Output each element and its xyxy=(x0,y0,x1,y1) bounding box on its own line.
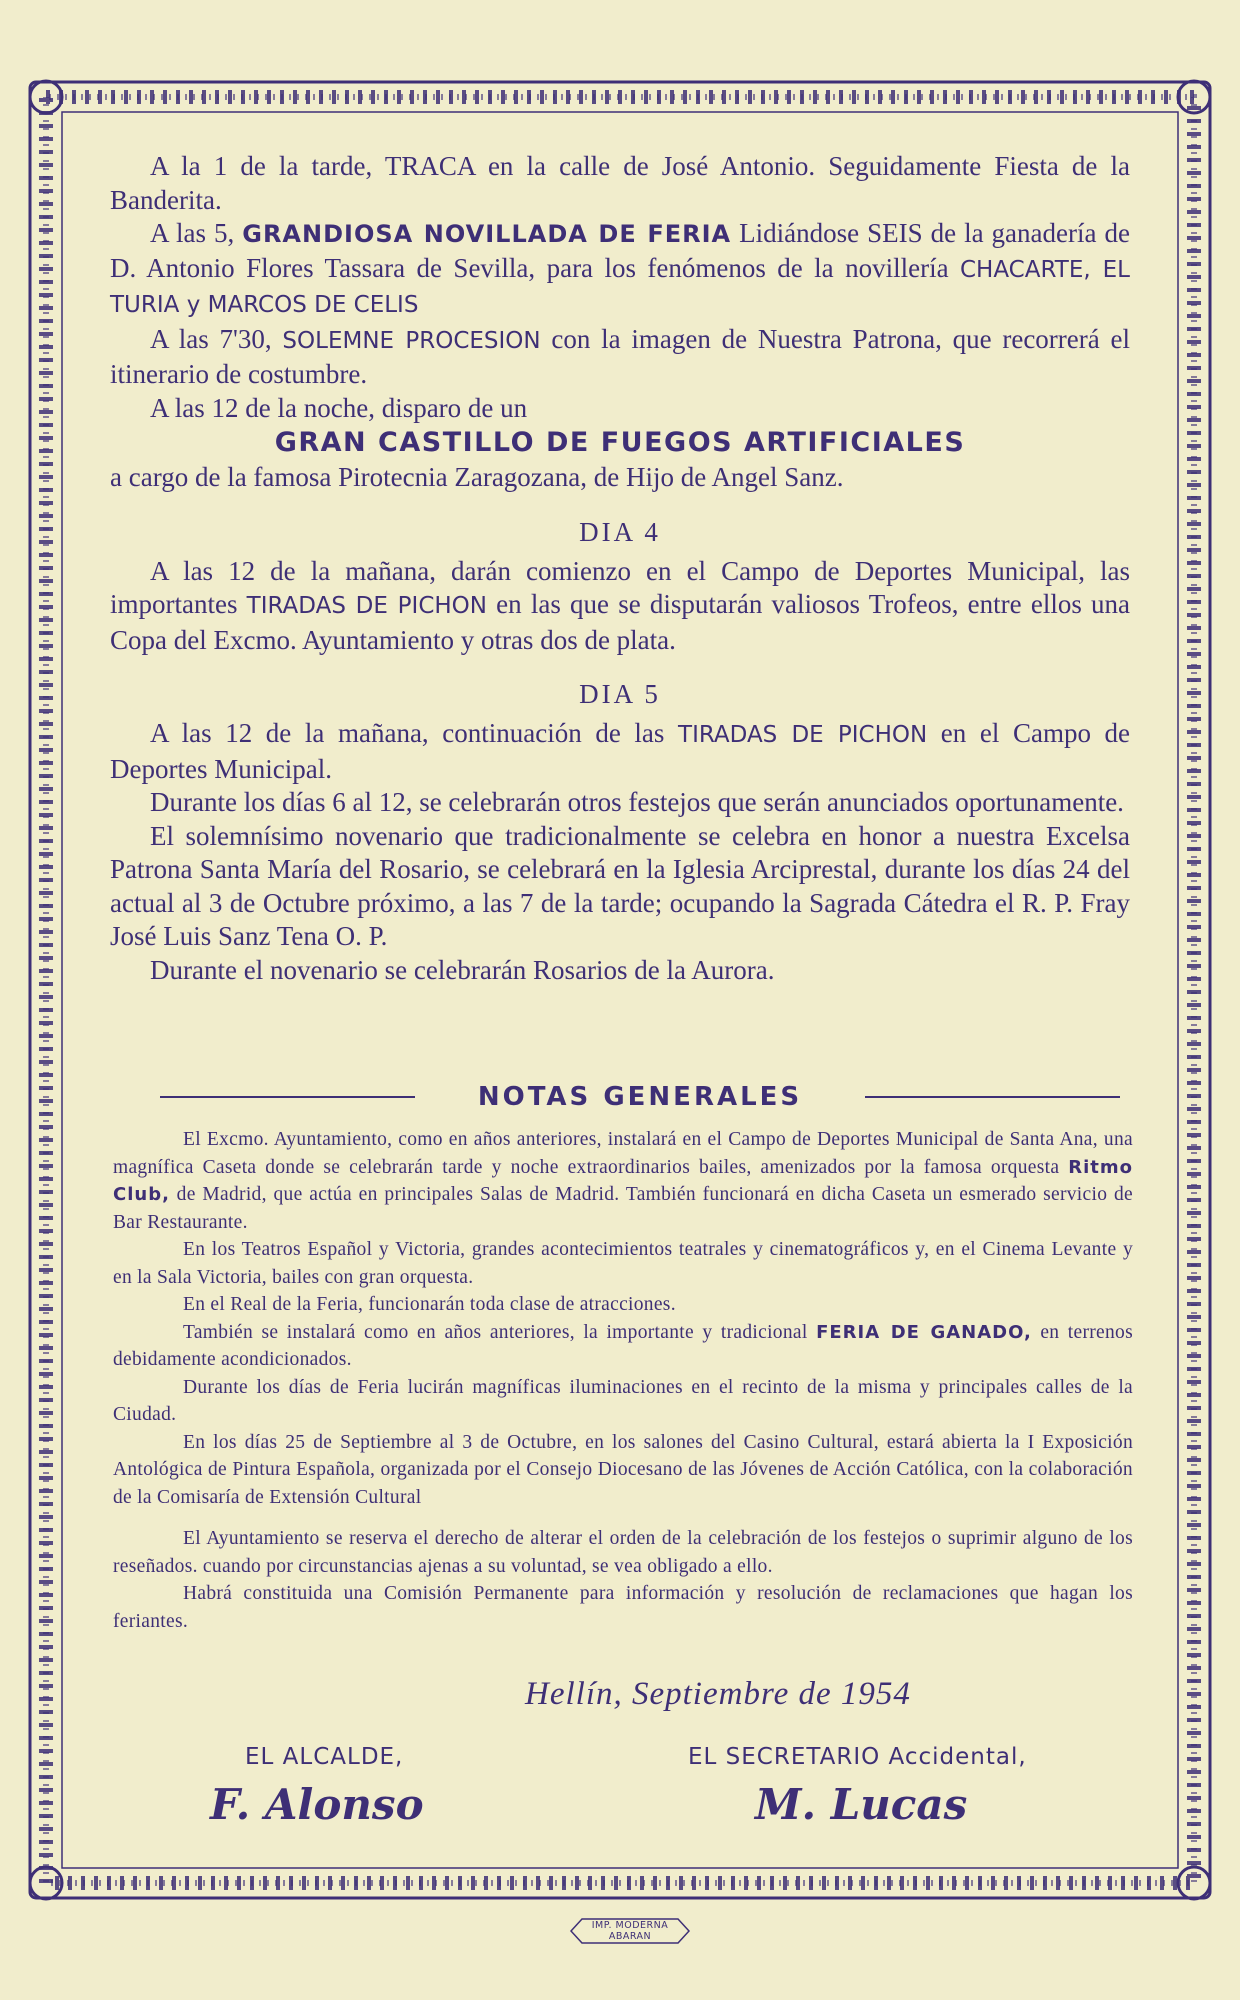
program-section xyxy=(110,150,1130,987)
notas-generales-title: NOTAS GENERALES xyxy=(477,1082,803,1112)
program-paragraph-continuacion: A las 12 de la mañana, continuación de las TIRADAS DE PICHON en el Campo de Deportes Municipal. xyxy=(110,718,1131,784)
alcalde-signature: F. Alonso xyxy=(210,1780,424,1829)
novillada-heading: GRANDIOSA NOVILLADA DE FERIA xyxy=(242,220,732,248)
program-paragraph-rosarios: Durante el novenario se celebrarán Rosarios de la Aurora. xyxy=(150,954,775,985)
program-paragraph-noche: A las 12 de la noche, disparo de un xyxy=(150,392,528,423)
secretario-role: EL SECRETARIO Accidental, xyxy=(688,1744,1027,1770)
note-exposicion: En los días 25 de Septiembre al 3 de Octubre, en los salones del Casino Cultural, estará abierta la I Exposición Antológica de Pintura Española, organizada por el Consejo Diocesano de las Jóvenes de Acción Católica, con la colaboración de la Comisaría de Extensión Cultural xyxy=(113,1431,1133,1508)
program-paragraph-traca: A la 1 de la tarde, TRACA en la calle de José Antonio. Seguidamente Fiesta de la Banderita. xyxy=(110,151,1130,215)
divider xyxy=(865,1096,1120,1098)
printer-name: IMP. MODERNA xyxy=(591,1920,669,1931)
program-paragraph-tiradas: A las 12 de la mañana, darán comienzo en el Campo de Deportes Municipal, las importantes TIRADAS DE PICHON en las que se disputarán valiosos Trofeos, entre ellos una Copa del Excmo. Ayuntamiento y otras dos de plata. xyxy=(110,555,1130,655)
program-paragraph-pirotecnia: a cargo de la famosa Pirotecnia Zaragozana, de Hijo de Angel Sanz. xyxy=(110,462,844,492)
note-iluminaciones: Durante los días de Feria lucirán magníficas iluminaciones en el recinto de la misma y principales calles de la Ciudad. xyxy=(113,1376,1133,1425)
alcalde-role: EL ALCALDE, xyxy=(245,1744,404,1770)
note-atracciones: En el Real de la Feria, funcionarán toda clase de atracciones. xyxy=(183,1294,676,1315)
secretario-signature: M. Lucas xyxy=(755,1780,968,1829)
dateline: Hellín, Septiembre de 1954 xyxy=(525,1676,911,1712)
divider xyxy=(160,1096,415,1098)
notas-section xyxy=(113,1126,1133,1635)
note-ganado: También se instalará como en años anteriores, la importante y tradicional FERIA DE GANADO, en terrenos debidamente acondicionados. xyxy=(113,1321,1133,1370)
program-paragraph-novillada: A las 5, GRANDIOSA NOVILLADA DE FERIA Lidiándose SEIS de la ganadería de D. Antonio Flores Tassara de Sevilla, para los fenómenos de la novillería CHACARTE, EL TURIA y MARCOS DE CELIS xyxy=(110,218,1130,318)
printer-location: ABARAN xyxy=(608,1931,652,1942)
note-teatros: En los Teatros Español y Victoria, grandes acontecimientos teatrales y cinematográficos y, en el Cinema Levante y en la Sala Victoria, bailes con gran orquesta. xyxy=(113,1239,1133,1288)
program-paragraph-novenario: El solemnísimo novenario que tradicionalmente se celebra en honor a nuestra Excelsa Patrona Santa María del Rosario, se celebrará en la Iglesia Arciprestal, durante los días 24 del actual al 3 de Octubre próximo, a las 7 de la tarde; ocupando la Sagrada Cátedra el R. P. Fray José Luis Sanz Tena O. P. xyxy=(110,820,1130,951)
dia-4-heading: DIA 4 xyxy=(579,516,661,547)
note-derecho: El Ayuntamiento se reserva el derecho de alterar el orden de la celebración de los festejos o suprimir alguno de los reseñados. cuando por circunstancias ajenas a su voluntad, se vea obligado a ello. xyxy=(113,1528,1133,1577)
program-paragraph-procesion: A las 7'30, SOLEMNE PROCESION con la imagen de Nuestra Patrona, que recorrerá el itinerario de costumbre. xyxy=(110,323,1130,389)
castillo-heading: GRAN CASTILLO DE FUEGOS ARTIFICIALES xyxy=(274,427,966,458)
program-paragraph-festejos: Durante los días 6 al 12, se celebrarán otros festejos que serán anunciados oportunamente. xyxy=(150,787,1124,817)
note-caseta: El Excmo. Ayuntamiento, como en años anteriores, instalará en el Campo de Deportes Municipal de Santa Ana, una magnífica Caseta donde se celebrarán tarde y noche extraordinarios bailes, amenizados por la famosa orquesta Ritmo Club, de Madrid, que actúa en principales Salas de Madrid. También funcionará en dicha Caseta un esmerado servicio de Bar Restaurante. xyxy=(113,1129,1134,1233)
notas-generales-header xyxy=(160,1079,1120,1115)
dia-5-heading: DIA 5 xyxy=(579,679,661,709)
printer-stamp xyxy=(570,1918,690,1944)
note-comision: Habrá constituida una Comisión Permanente para información y resolución de reclamaciones que hagan los feriantes. xyxy=(113,1583,1133,1632)
novilleros-names: CHACARTE, EL TURIA y MARCOS DE CELIS xyxy=(110,256,1130,318)
